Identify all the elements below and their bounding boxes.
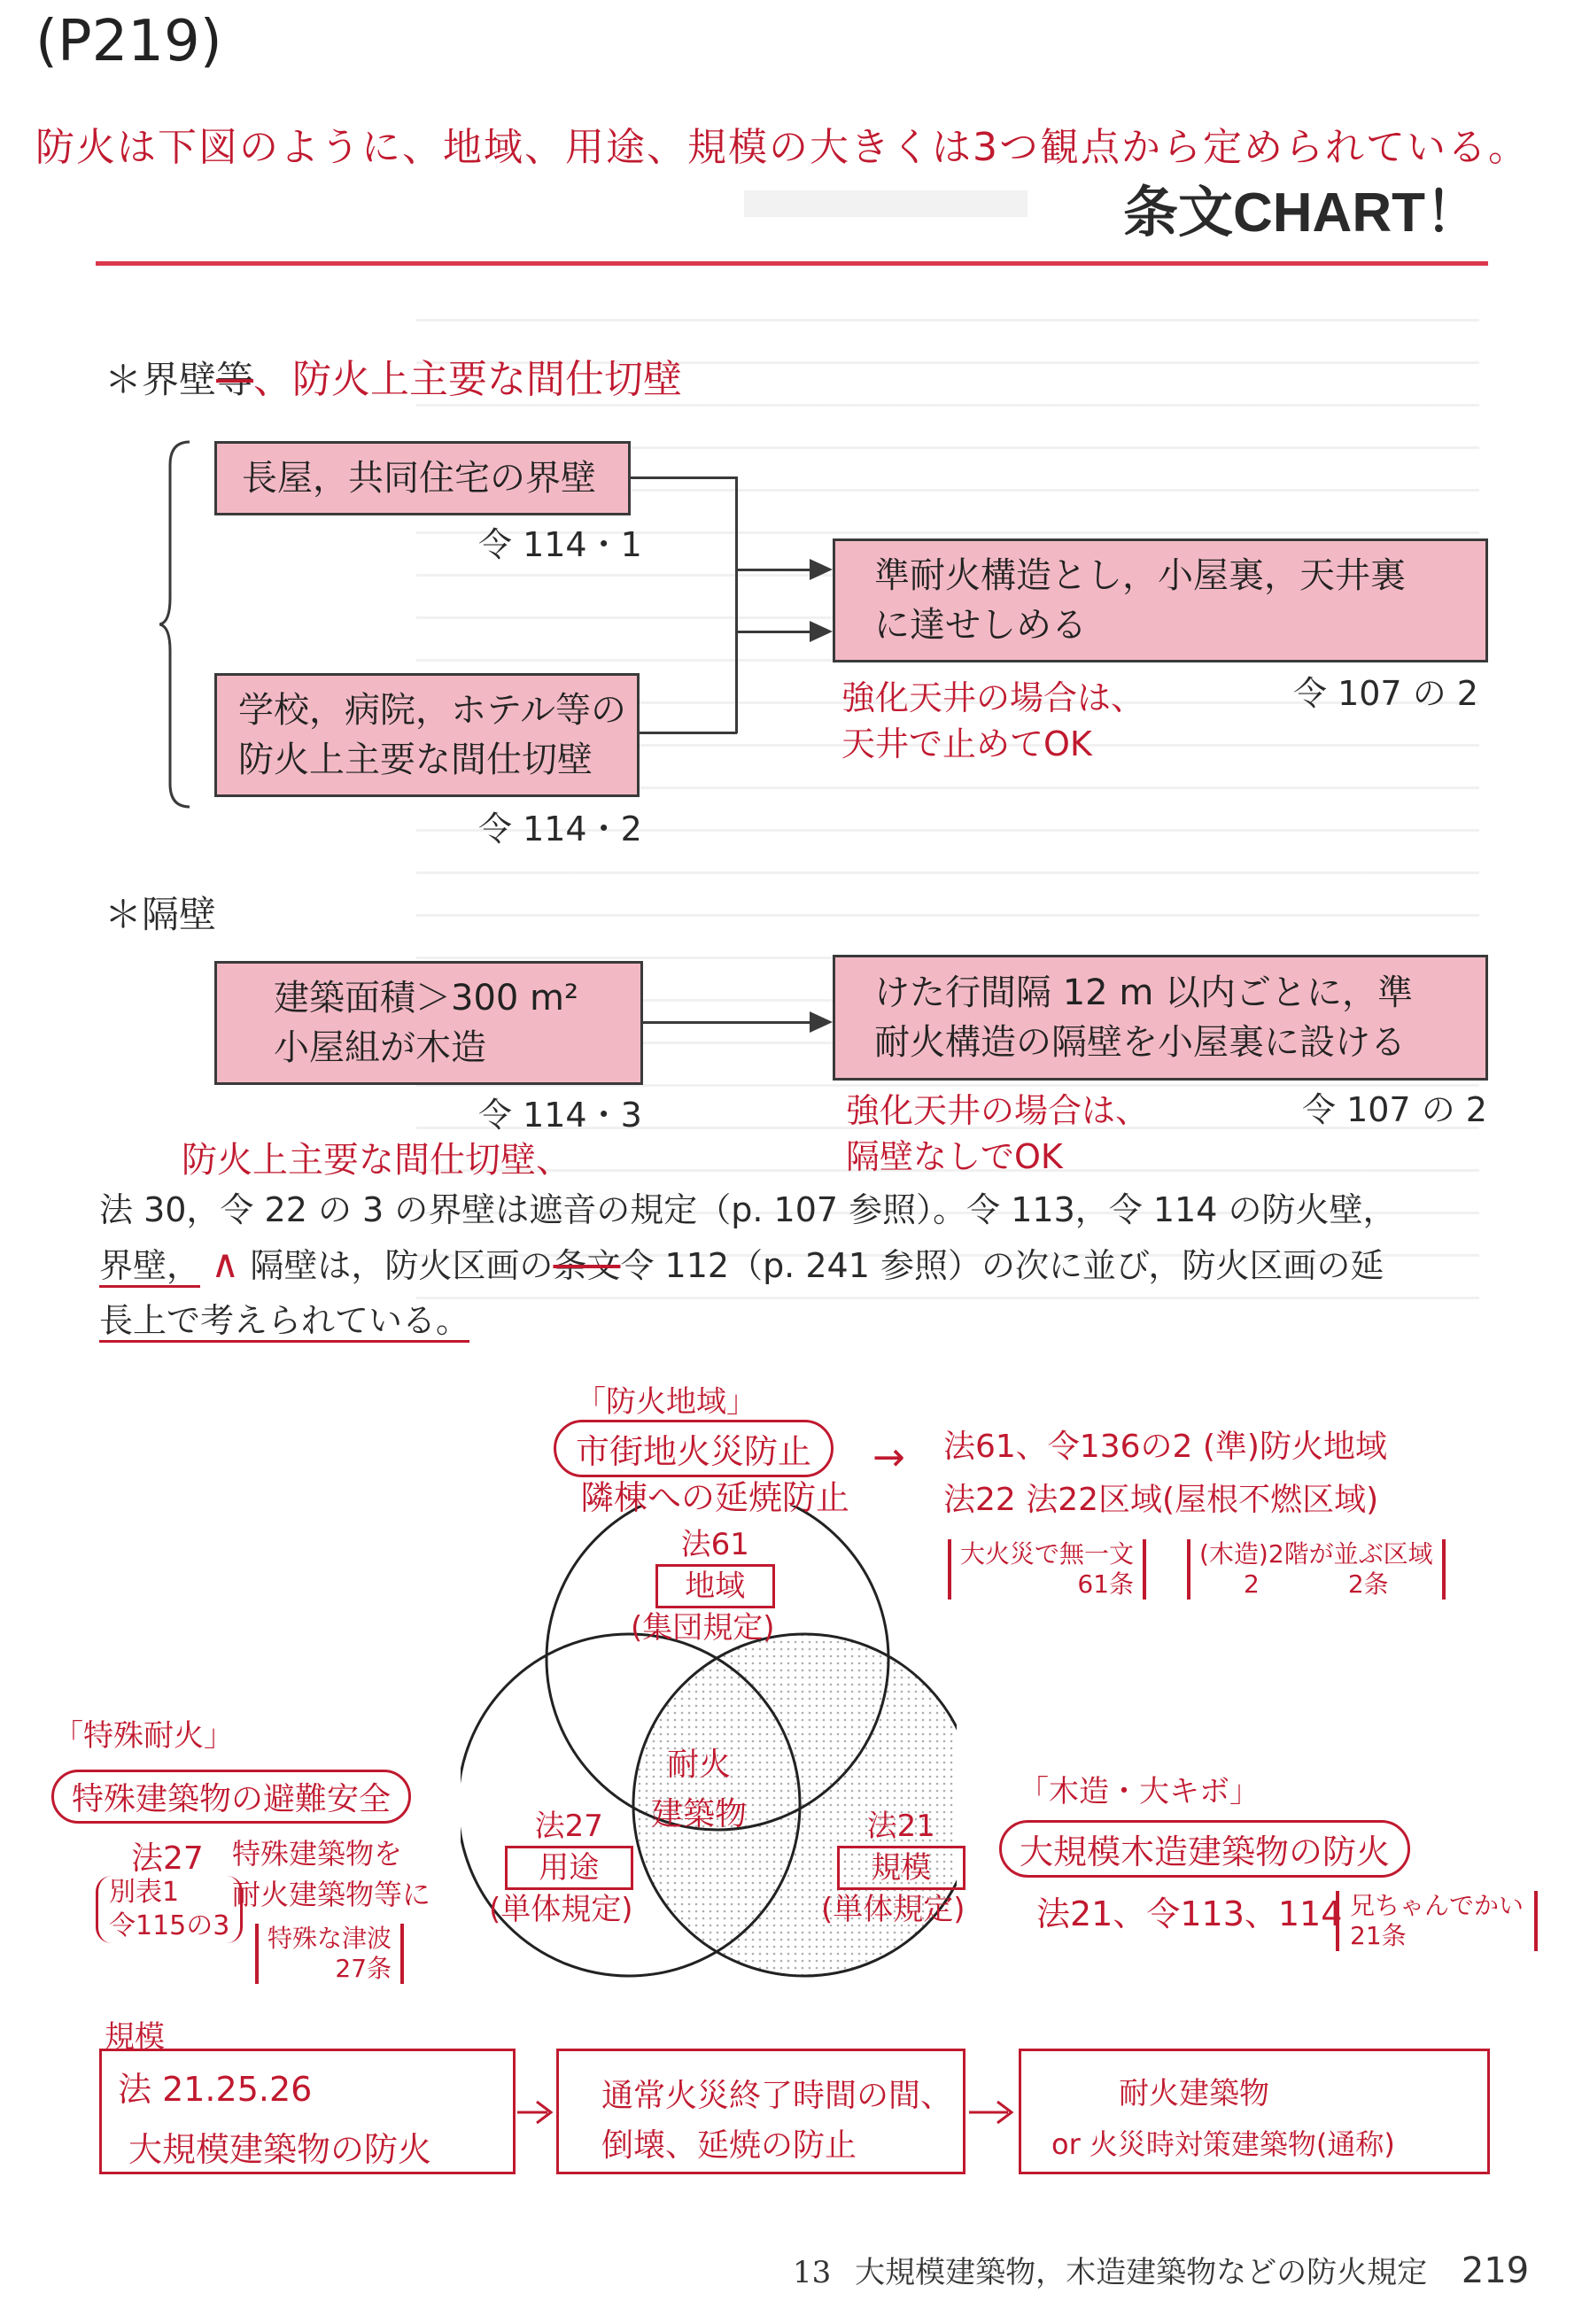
venn-right-label (821, 1807, 965, 1929)
connector (735, 476, 738, 733)
venn-center-label (651, 1740, 747, 1840)
section1-result-line2: に達せしめる (874, 605, 1087, 646)
bouka-memo1 (948, 1539, 1146, 1600)
bouka-memo2-sub (1199, 1569, 1433, 1600)
flow-box-2-line1: 通常火災終了時間の間、 (601, 2078, 953, 2114)
tokushu-memo-sub: 27条 (335, 1954, 392, 1983)
section2-result-line2: 耐火構造の隔壁を小屋裏に設ける (874, 1022, 1406, 1063)
tokushu-memo (255, 1924, 404, 1984)
bouka-memo2-main: (木造)2階が並ぶ区域 (1199, 1539, 1433, 1569)
tokushu-ref1: 別表1 (109, 1877, 180, 1908)
connector (643, 1021, 811, 1024)
bouka-law1: 法61、令136の2 (準)防火地域 (943, 1429, 1387, 1465)
section1-box-b-line2: 防火上主要な間仕切壁 (238, 740, 593, 780)
section1-heading (105, 347, 682, 404)
section1-result-line1: 準耐火構造とし，小屋裏，天井裏 (874, 555, 1406, 596)
paragraph-line3: 長上で考えられている。 (99, 1293, 1499, 1348)
venn-right-law: 法21 (866, 1809, 935, 1844)
venn-center-line2: 建築物 (651, 1796, 748, 1832)
flow-box-1-line1: 法 21.25.26 (118, 2070, 313, 2109)
section2-note-line1: 強化天井の場合は、 (846, 1091, 1150, 1130)
tokushu-tag: 「特殊耐火」 (53, 1718, 234, 1754)
venn-left-box: 用途 (505, 1846, 633, 1890)
flow-arrow-2 (967, 2095, 1017, 2130)
section2-result-line1: けた行間隔 12 m 以内ごとに，準 (874, 972, 1414, 1013)
paragraph-line2-b: 隔壁は，防火区画の (250, 1246, 554, 1285)
section1-note-line1: 強化天井の場合は、 (841, 678, 1145, 717)
section1-box-a-text: 長屋，共同住宅の界壁 (242, 458, 596, 499)
footer (793, 2248, 1529, 2291)
bouka-memo2-sub-b: 2条 (1347, 1569, 1389, 1599)
tokushu-oval: 特殊建築物の避難安全 (51, 1770, 411, 1824)
header-title: 条文CHART！ (1123, 182, 1480, 244)
section1-box-b-line1: 学校，病院，ホテル等の (238, 690, 626, 731)
section2-result-box (833, 955, 1488, 1081)
venn-left-sub: (単体規定) (489, 1892, 633, 1927)
bouka-arrow: → (872, 1435, 905, 1480)
section1-note (841, 675, 1144, 767)
tokushu-desc1: 特殊建築物を (232, 1837, 403, 1871)
venn-center-line1: 耐火 (667, 1747, 732, 1783)
bouka-law2: 法22 法22区域(屋根不燃区域) (943, 1482, 1379, 1518)
footer-page: 219 (1461, 2250, 1530, 2291)
section1-brace (159, 438, 195, 810)
bouka-memo2 (1187, 1539, 1446, 1600)
flow-box-3-line2: or 火災時対策建築物(通称) (1051, 2127, 1395, 2161)
mokuzo-memo-main: 兄ちゃんでかい (1350, 1891, 1524, 1920)
venn-left-law: 法27 (534, 1809, 603, 1844)
section2-box-line2: 小屋組が木造 (274, 1027, 486, 1068)
section2-box-line1: 建築面積＞300 m² (274, 978, 579, 1019)
mokuzo-memo-sub: 21条 (1350, 1921, 1407, 1950)
tokushu-desc2: 耐火建築物等に (232, 1878, 431, 1911)
mokuzo-law: 法21、令113、114 (1036, 1894, 1343, 1933)
arrowhead (810, 559, 833, 580)
mokuzo-tag: 「木造・大キボ」 (1019, 1774, 1260, 1809)
venn-top-label (631, 1525, 775, 1647)
bouka-memo1-main: 大火災で無一文 (960, 1539, 1135, 1569)
intro-note: 防火は下図のように、地域、用途、規模の大きくは3つ観点から定められている。 (35, 125, 1529, 170)
arrowhead (810, 621, 833, 642)
section2-heading: ＊隔壁 (105, 893, 217, 936)
section1-result-box (833, 538, 1488, 662)
section1-box-b (214, 673, 640, 797)
header-rule (96, 261, 1488, 266)
paragraph (99, 1182, 1499, 1348)
venn-top-box: 地域 (655, 1564, 775, 1608)
section1-ref-b: 令 114・2 (478, 810, 642, 848)
page-note: (P219) (35, 9, 222, 74)
tokushu-law: 法27 (131, 1840, 204, 1877)
section1-box-a (214, 441, 631, 515)
tokushu-ref2: 令115の3 (109, 1910, 230, 1941)
connector (737, 631, 817, 633)
section2-note-line2: 隔壁なしでOK (846, 1137, 1063, 1176)
mokuzo-oval: 大規模木造建築物の防火 (999, 1820, 1410, 1878)
section1-note-line2: 天井で止めてOK (841, 724, 1092, 763)
section1-heading-hand: 、防火上主要な間仕切壁 (253, 357, 683, 402)
tokushu-desc (232, 1833, 430, 1915)
venn-top-law: 法61 (680, 1527, 749, 1562)
footer-chapter: 13 (793, 2255, 832, 2290)
flow-box-2 (556, 2049, 965, 2174)
header-faded-text (744, 190, 1028, 217)
venn-right-box: 規模 (837, 1846, 965, 1890)
paragraph-line2-struck: 条文 (553, 1246, 621, 1285)
paragraph-hand-insert: 防火上主要な間仕切壁、 (182, 1140, 571, 1181)
bouka-memo2-sub-a: 2 (1244, 1569, 1260, 1599)
venn-right-sub: (単体規定) (821, 1892, 965, 1927)
flow-box-3 (1019, 2049, 1490, 2174)
bouka-oval: 市街地火災防止 (554, 1420, 834, 1477)
paragraph-line2-a: 界壁， (99, 1246, 200, 1288)
flow-box-3-line1: 耐火建築物 (1119, 2076, 1269, 2111)
section2-ref-box: 令 114・3 (478, 1096, 642, 1135)
section1-heading-struck: 等 (216, 358, 254, 401)
footer-title: 大規模建築物，木造建築物などの防火規定 (855, 2255, 1428, 2290)
connector (631, 476, 737, 479)
bouka-memo1-sub: 61条 (1077, 1569, 1135, 1599)
flow-box-1-line2: 大規模建築物の防火 (128, 2130, 432, 2169)
bouka-line2: 隣棟への延焼防止 (580, 1478, 850, 1517)
arrowhead (810, 1011, 833, 1033)
section2-box (214, 961, 643, 1085)
flow-box-1 (99, 2049, 516, 2174)
flow-arrow-1 (516, 2095, 556, 2130)
section1-ref-a: 令 114・1 (478, 525, 642, 564)
paragraph-line2 (99, 1237, 1499, 1293)
venn-top-sub: (集団規定) (631, 1610, 775, 1646)
paragraph-line1: 法 30，令 22 の 3 の界壁は遮音の規定（p. 107 参照）。令 113，令 114 の防火壁， (99, 1190, 1397, 1229)
bouka-tag: 「防火地域」 (576, 1384, 756, 1420)
section2-note (846, 1088, 1149, 1180)
section1-heading-prefix: ＊界壁 (105, 358, 217, 401)
section1-ref-result: 令 107 の 2 (1293, 674, 1478, 713)
connector (640, 732, 737, 734)
mokuzo-memo (1336, 1891, 1538, 1951)
paragraph-line2-c: 令 112（p. 241 参照）の次に並び，防火区画の延 (620, 1246, 1384, 1285)
tokushu-memo-main: 特殊な津波 (268, 1924, 392, 1953)
flow-box-2-line2: 倒壊、延焼の防止 (601, 2127, 857, 2164)
flow-label: 規模 (105, 2019, 165, 2055)
connector (737, 569, 817, 571)
venn-left-label (489, 1807, 633, 1929)
tokushu-refs (96, 1876, 243, 1943)
insert-caret: ∧ (211, 1242, 240, 1287)
section2-ref-result: 令 107 の 2 (1302, 1090, 1487, 1129)
